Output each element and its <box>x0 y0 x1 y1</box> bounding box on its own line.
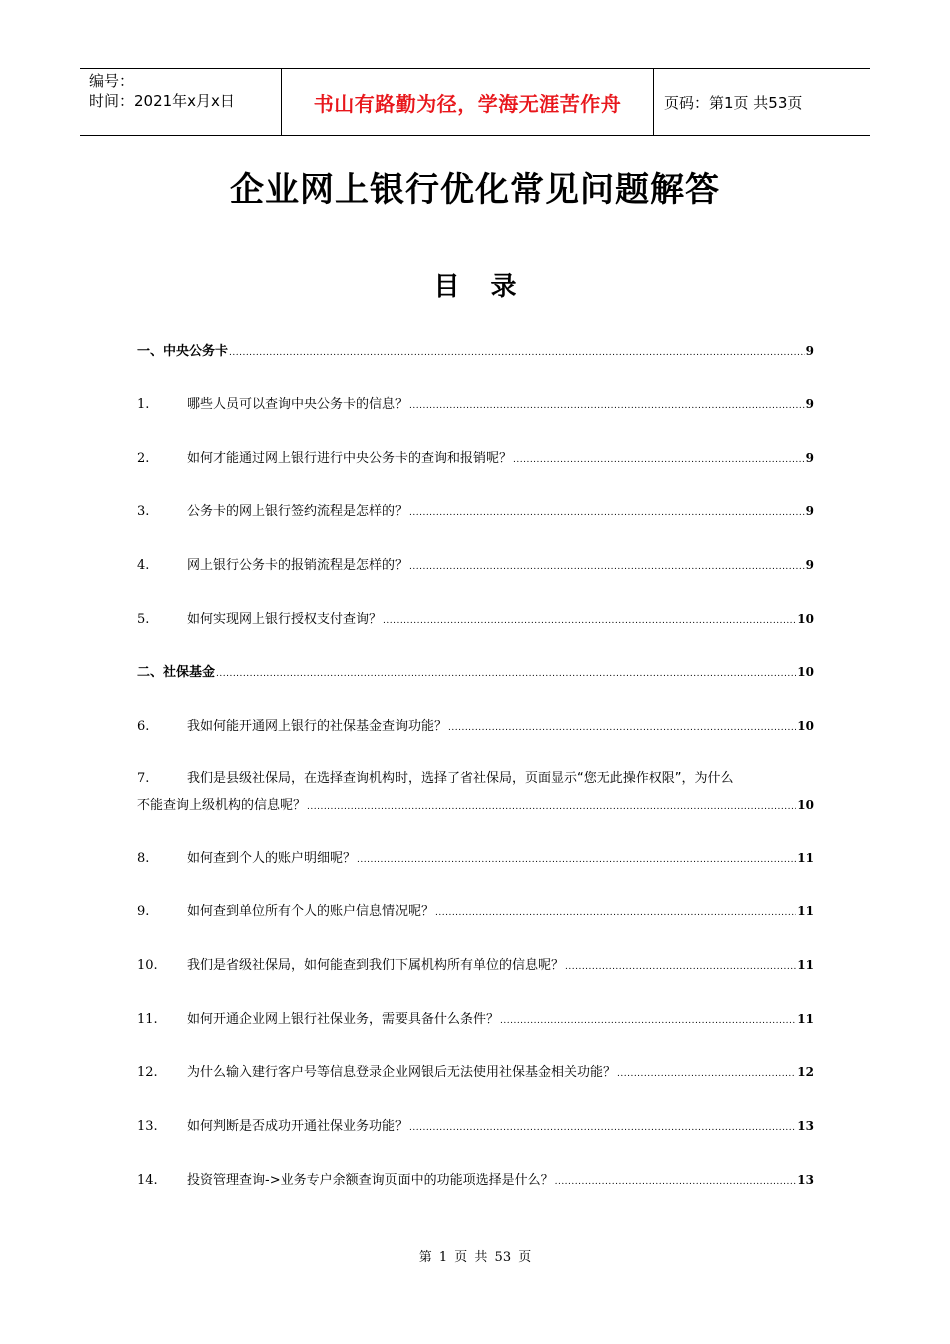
toc-entry-text: 为什么输入建行客户号等信息登录企业网银后无法使用社保基金相关功能？ <box>187 1065 617 1080</box>
toc-entry-number: 7. <box>137 771 150 786</box>
toc-leader-dots <box>565 954 796 980</box>
toc-entry[interactable] <box>137 498 814 526</box>
toc-entry[interactable] <box>137 1167 814 1195</box>
toc-leader-dots <box>409 1115 796 1141</box>
toc-entry-number: 10. <box>137 958 158 973</box>
toc-entry-text: 哪些人员可以查询中央公务卡的信息？ <box>187 397 409 412</box>
toc-leader-dots <box>357 847 796 873</box>
toc-entry-number: 5. <box>137 612 150 627</box>
toc-entry-page: 9 <box>805 451 814 465</box>
toc-entry-page: 10 <box>797 665 814 679</box>
header-page-info: 页码：第1页 共53页 <box>664 93 803 112</box>
toc-entry-text: 如何实现网上银行授权支付查询？ <box>187 612 383 627</box>
toc-leader-dots <box>229 340 805 366</box>
toc-entry[interactable] <box>137 391 814 419</box>
header-meta <box>80 69 281 135</box>
toc-entry-number: 14. <box>137 1173 158 1188</box>
toc-entry[interactable] <box>137 898 814 926</box>
date-label: 时间：2021年x月x日 <box>89 92 235 110</box>
toc-heading: 目 录 <box>433 272 517 302</box>
toc-entry-page: 10 <box>797 719 814 733</box>
toc-entry[interactable] <box>137 1113 814 1141</box>
toc-entry-page: 13 <box>797 1173 814 1187</box>
toc-entry-page: 11 <box>797 958 814 972</box>
toc-entry-text: 如何才能通过网上银行进行中央公务卡的查询和报销呢？ <box>187 451 513 466</box>
toc-entry-number: 8. <box>137 851 150 866</box>
toc-entry-page: 11 <box>797 851 814 865</box>
toc-entry-page: 9 <box>805 504 814 518</box>
toc-leader-dots <box>383 608 796 634</box>
toc-entry[interactable] <box>137 952 814 980</box>
toc-entry-number: 11. <box>137 1012 158 1027</box>
toc-leader-dots <box>513 447 805 473</box>
toc-entry[interactable] <box>137 445 814 473</box>
toc-entry-page: 9 <box>805 344 814 358</box>
toc-leader-dots <box>617 1061 796 1087</box>
toc-leader-dots <box>216 661 796 687</box>
toc-entry-page: 10 <box>797 798 814 812</box>
toc-entry[interactable] <box>137 338 814 366</box>
toc-entry-page: 12 <box>797 1065 814 1079</box>
toc-entry[interactable] <box>137 845 814 873</box>
toc-entry-text-continued: 不能查询上级机构的信息呢？ <box>137 798 307 813</box>
toc-entry-number: 6. <box>137 719 150 734</box>
toc-leader-dots <box>409 554 805 580</box>
toc-leader-dots <box>500 1008 796 1034</box>
toc-leader-dots <box>409 500 805 526</box>
toc-entry-page: 11 <box>797 904 814 918</box>
toc-leader-dots <box>435 900 796 926</box>
toc-entry-text: 如何开通企业网上银行社保业务，需要具备什么条件？ <box>187 1012 500 1027</box>
header-motto: 书山有路勤为径，学海无涯苦作舟 <box>281 69 654 135</box>
toc-entry-page: 11 <box>797 1012 814 1026</box>
toc-entry-page: 9 <box>805 397 814 411</box>
toc-entry-number: 9. <box>137 904 150 919</box>
toc-entry-text: 我如何能开通网上银行的社保基金查询功能？ <box>187 719 448 734</box>
toc-section-title: 二、社保基金 <box>137 665 216 680</box>
page-footer: 第 1 页 共 53 页 <box>418 1250 532 1265</box>
toc-entry-number: 13. <box>137 1119 158 1134</box>
toc-entry-number: 4. <box>137 558 150 573</box>
code-label: 编号： <box>89 72 135 90</box>
toc-entry-text: 我们是县级社保局，在选择查询机构时，选择了省社保局，页面显示“您无此操作权限”，为什么 <box>187 771 734 786</box>
toc-leader-dots <box>307 794 796 820</box>
toc-leader-dots <box>555 1169 797 1195</box>
toc-entry-text: 如何判断是否成功开通社保业务功能？ <box>187 1119 409 1134</box>
toc-entry[interactable] <box>137 1006 814 1034</box>
toc-entry-number: 3. <box>137 504 150 519</box>
toc-entry-number: 1. <box>137 397 150 412</box>
toc-entry-page: 10 <box>797 612 814 626</box>
toc-entry-text: 如何查到个人的账户明细呢？ <box>187 851 357 866</box>
toc-entry-text: 网上银行公务卡的报销流程是怎样的？ <box>187 558 409 573</box>
toc-entry-page: 9 <box>805 558 814 572</box>
toc-entry[interactable] <box>137 606 814 634</box>
toc-entry-text: 如何查到单位所有个人的账户信息情况呢？ <box>187 904 435 919</box>
toc-entry[interactable] <box>137 659 814 687</box>
toc-entry[interactable] <box>137 1059 814 1087</box>
toc-section-title: 一、中央公务卡 <box>137 344 229 359</box>
toc-entry-text: 投资管理查询->业务专户余额查询页面中的功能项选择是什么？ <box>187 1173 554 1188</box>
toc-entry-page: 13 <box>797 1119 814 1133</box>
toc-entry[interactable] <box>137 552 814 580</box>
toc-entry-number: 12. <box>137 1065 158 1080</box>
toc-entry-number: 2. <box>137 451 150 466</box>
document-title: 企业网上银行优化常见问题解答 <box>230 170 720 210</box>
toc-entry-text: 公务卡的网上银行签约流程是怎样的？ <box>187 504 409 519</box>
toc-entry[interactable] <box>137 766 814 820</box>
toc-entry-text: 我们是省级社保局，如何能查到我们下属机构所有单位的信息呢？ <box>187 958 565 973</box>
page-header <box>80 68 870 136</box>
toc-leader-dots <box>409 393 805 419</box>
toc-leader-dots <box>448 715 796 741</box>
toc-entry[interactable] <box>137 713 814 741</box>
